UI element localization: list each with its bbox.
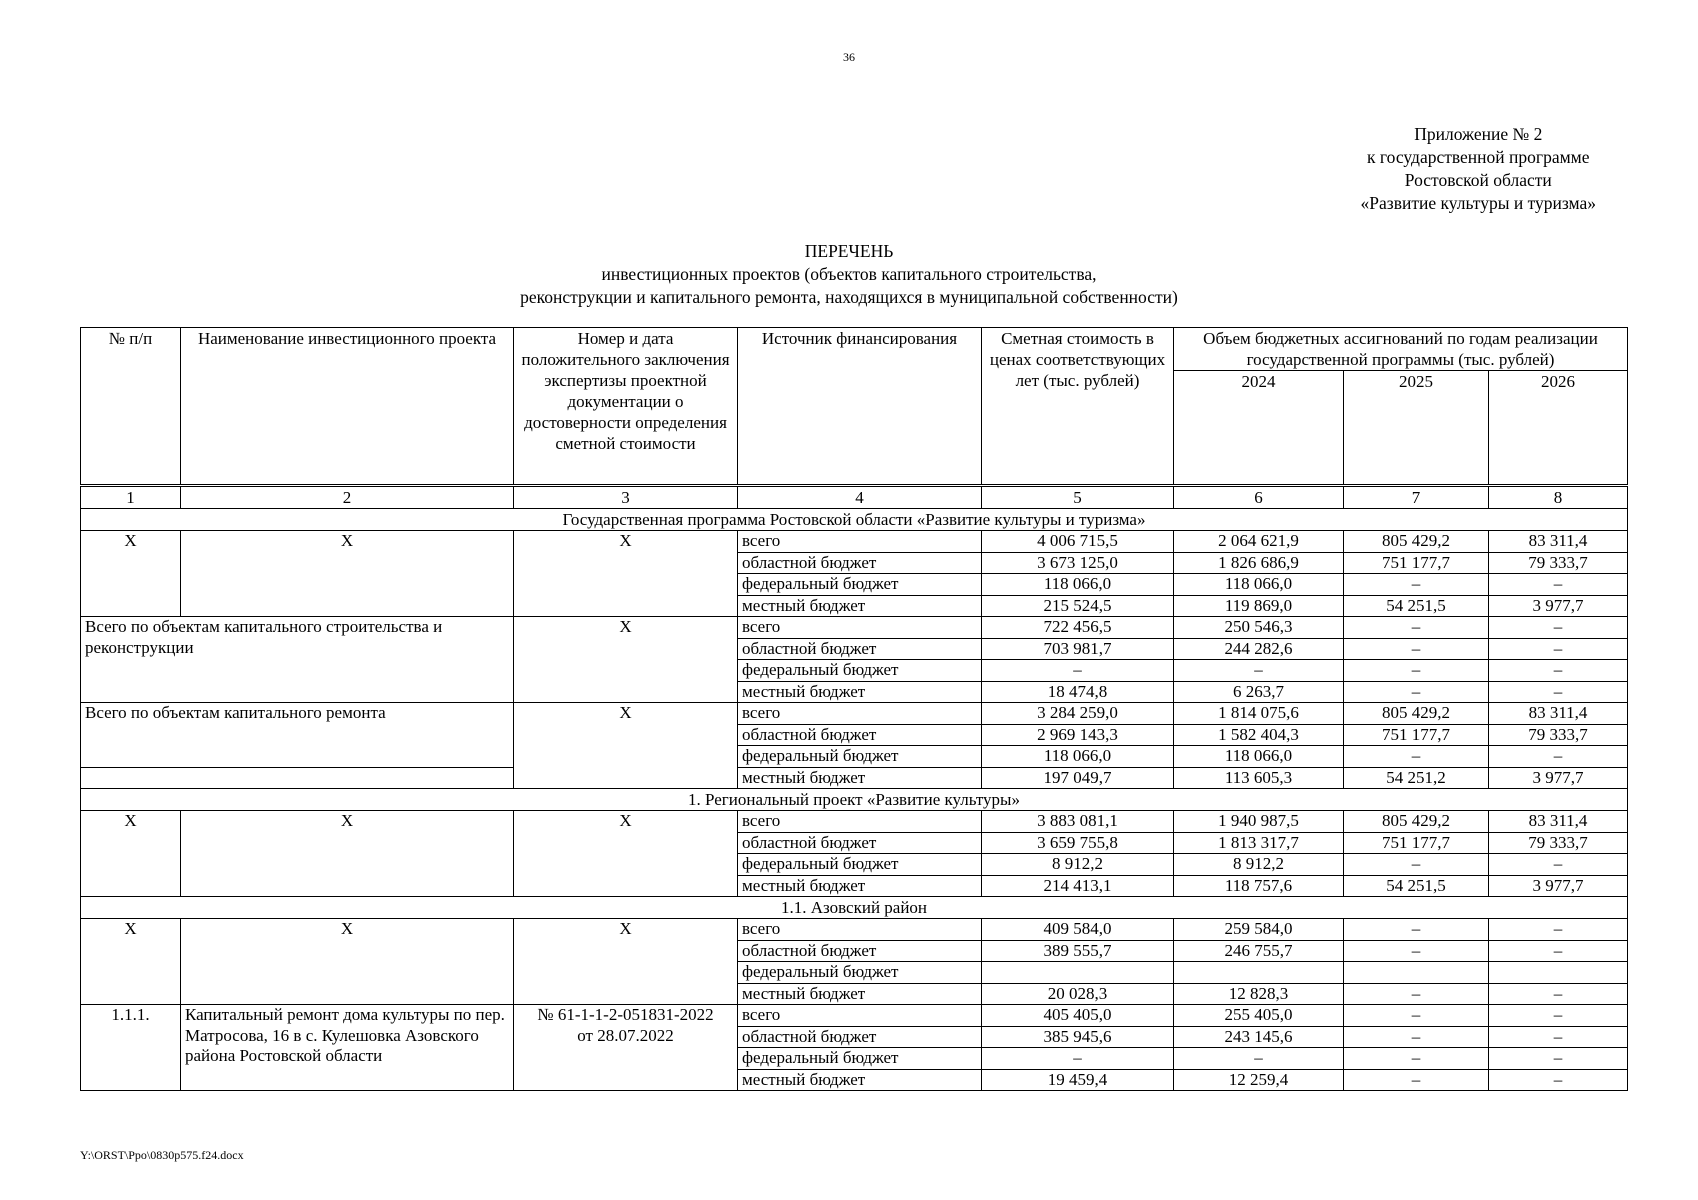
table-cell: 83 311,4 <box>1489 703 1628 725</box>
column-number-row <box>81 486 1628 509</box>
table-cell: 83 311,4 <box>1489 531 1628 553</box>
table-cell: – <box>1344 574 1489 596</box>
source-total: всего <box>738 617 982 639</box>
table-cell: 385 945,6 <box>982 1026 1174 1048</box>
table-cell: 19 459,4 <box>982 1069 1174 1091</box>
table-cell: 703 981,7 <box>982 638 1174 660</box>
table-cell: 2 064 621,9 <box>1174 531 1344 553</box>
source-local: местный бюджет <box>738 767 982 789</box>
column-number: 4 <box>738 486 982 509</box>
table-cell: – <box>982 660 1174 682</box>
table-cell: – <box>1489 854 1628 876</box>
table-cell: 259 584,0 <box>1174 919 1344 941</box>
table-cell: – <box>1174 1048 1344 1070</box>
table-cell: – <box>1489 746 1628 768</box>
program-expert-x: X <box>514 531 738 617</box>
table-cell: 215 524,5 <box>982 595 1174 617</box>
azov-name-x: X <box>181 919 514 1005</box>
table-cell: 54 251,2 <box>1344 767 1489 789</box>
table-cell: 83 311,4 <box>1489 811 1628 833</box>
table-cell: – <box>1489 1005 1628 1027</box>
column-number: 2 <box>181 486 514 509</box>
table-cell <box>1489 962 1628 984</box>
source-total: всего <box>738 703 982 725</box>
column-number: 8 <box>1489 486 1628 509</box>
table-cell: – <box>1489 1048 1628 1070</box>
table-cell: – <box>1344 638 1489 660</box>
source-total: всего <box>738 1005 982 1027</box>
table-cell: 118 066,0 <box>982 574 1174 596</box>
table-cell: – <box>1344 854 1489 876</box>
section-azov-district: 1.1. Азовский район <box>81 897 1628 919</box>
file-path-footer: Y:\ORST\Ppo\0830p575.f24.docx <box>80 1148 244 1162</box>
column-number: 1 <box>81 486 181 509</box>
table-cell: – <box>1344 919 1489 941</box>
source-federal: федеральный бюджет <box>738 574 982 596</box>
table-cell: – <box>1344 746 1489 768</box>
source-federal: федеральный бюджет <box>738 962 982 984</box>
table-cell: 118 757,6 <box>1174 875 1344 897</box>
header-estimated-cost: Сметная стоимость в ценах соответствующих лет (тыс. рублей) <box>982 328 1174 486</box>
table-cell: 722 456,5 <box>982 617 1174 639</box>
header-year-2024: 2024 <box>1174 371 1344 486</box>
header-year-2025: 2025 <box>1344 371 1489 486</box>
table-cell: – <box>1344 1048 1489 1070</box>
table-cell: 2 969 143,3 <box>982 724 1174 746</box>
azov-num-x: X <box>81 919 181 1005</box>
header-name: Наименование инвестиционного проекта <box>181 328 514 486</box>
header-year-2026: 2026 <box>1489 371 1628 486</box>
regional-num-x: X <box>81 811 181 897</box>
table-cell: – <box>1489 983 1628 1005</box>
title-line: инвестиционных проектов (объектов капитального строительства, <box>601 264 1097 284</box>
regional-expert-x: X <box>514 811 738 897</box>
column-number: 7 <box>1344 486 1489 509</box>
table-cell: 214 413,1 <box>982 875 1174 897</box>
table-cell: 1 940 987,5 <box>1174 811 1344 833</box>
empty-cell <box>81 767 514 789</box>
table-cell: 54 251,5 <box>1344 595 1489 617</box>
table-cell: 12 828,3 <box>1174 983 1344 1005</box>
table-cell: 20 028,3 <box>982 983 1174 1005</box>
title-line: реконструкции и капитального ремонта, находящихся в муниципальной собственности) <box>520 287 1178 307</box>
table-cell: 3 883 081,1 <box>982 811 1174 833</box>
source-local: местный бюджет <box>738 983 982 1005</box>
table-cell: – <box>1344 983 1489 1005</box>
table-cell: – <box>1489 940 1628 962</box>
appendix-line: Ростовской области <box>1404 170 1552 190</box>
table-cell <box>982 962 1174 984</box>
table-cell: – <box>1489 1026 1628 1048</box>
table-cell: 118 066,0 <box>1174 574 1344 596</box>
table-cell: 244 282,6 <box>1174 638 1344 660</box>
source-regional: областной бюджет <box>738 724 982 746</box>
table-cell: 1 582 404,3 <box>1174 724 1344 746</box>
appendix-note <box>1361 123 1596 215</box>
table-cell: 3 673 125,0 <box>982 552 1174 574</box>
table-cell: 751 177,7 <box>1344 832 1489 854</box>
table-cell: – <box>1489 574 1628 596</box>
table-cell: – <box>1489 617 1628 639</box>
source-local: местный бюджет <box>738 681 982 703</box>
table-cell: 1 814 075,6 <box>1174 703 1344 725</box>
source-regional: областной бюджет <box>738 552 982 574</box>
source-regional: областной бюджет <box>738 940 982 962</box>
table-cell: – <box>1174 660 1344 682</box>
table-cell: – <box>1344 660 1489 682</box>
item-expertise <box>514 1005 738 1091</box>
table-cell: 405 405,0 <box>982 1005 1174 1027</box>
source-local: местный бюджет <box>738 875 982 897</box>
header-num: № п/п <box>81 328 181 486</box>
title-heading: ПЕРЕЧЕНЬ <box>804 241 894 261</box>
table-cell: 8 912,2 <box>1174 854 1344 876</box>
column-number: 6 <box>1174 486 1344 509</box>
table-cell: – <box>1344 940 1489 962</box>
program-name-x: X <box>181 531 514 617</box>
table-cell: 54 251,5 <box>1344 875 1489 897</box>
table-cell: 119 869,0 <box>1174 595 1344 617</box>
source-regional: областной бюджет <box>738 1026 982 1048</box>
table-cell: 409 584,0 <box>982 919 1174 941</box>
azov-expert-x: X <box>514 919 738 1005</box>
expertise-date: от 28.07.2022 <box>577 1025 674 1045</box>
table-cell: 118 066,0 <box>1174 746 1344 768</box>
source-total: всего <box>738 919 982 941</box>
table-cell: 113 605,3 <box>1174 767 1344 789</box>
table-cell: 18 474,8 <box>982 681 1174 703</box>
table-cell: 3 977,7 <box>1489 595 1628 617</box>
appendix-line: Приложение № 2 <box>1414 124 1543 144</box>
table-cell: 1 813 317,7 <box>1174 832 1344 854</box>
table-cell: 805 429,2 <box>1344 531 1489 553</box>
item-number: 1.1.1. <box>81 1005 181 1091</box>
source-local: местный бюджет <box>738 595 982 617</box>
item-name: Капитальный ремонт дома культуры по пер. Матросова, 16 в с. Кулешовка Азовского района Ростовской области <box>181 1005 514 1091</box>
construction-expert-x: X <box>514 617 738 703</box>
source-total: всего <box>738 531 982 553</box>
table-cell: 246 755,7 <box>1174 940 1344 962</box>
table-cell: 79 333,7 <box>1489 724 1628 746</box>
table-cell: – <box>1344 681 1489 703</box>
table-cell: – <box>1489 638 1628 660</box>
table-cell <box>1344 962 1489 984</box>
table-cell: 255 405,0 <box>1174 1005 1344 1027</box>
section-program: Государственная программа Ростовской области «Развитие культуры и туризма» <box>81 509 1628 531</box>
header-expertise: Номер и дата положительного заключения экспертизы проектной документации о достоверности определения сметной стоимости <box>514 328 738 486</box>
repair-expert-x: X <box>514 703 738 789</box>
table-cell: – <box>1344 1069 1489 1091</box>
table-cell: – <box>1489 681 1628 703</box>
table-cell: – <box>1489 660 1628 682</box>
table-cell: 751 177,7 <box>1344 552 1489 574</box>
table-cell: 250 546,3 <box>1174 617 1344 639</box>
table-cell: 805 429,2 <box>1344 811 1489 833</box>
table-cell: – <box>1344 1026 1489 1048</box>
table-cell: 4 006 715,5 <box>982 531 1174 553</box>
program-num-x: X <box>81 531 181 617</box>
source-federal: федеральный бюджет <box>738 746 982 768</box>
table-cell: – <box>1489 1069 1628 1091</box>
construction-label: Всего по объектам капитального строительства и реконструкции <box>81 617 514 703</box>
table-cell: 79 333,7 <box>1489 552 1628 574</box>
page-number: 36 <box>843 50 855 64</box>
section-regional-project: 1. Региональный проект «Развитие культуры» <box>81 789 1628 811</box>
column-number: 5 <box>982 486 1174 509</box>
table-cell: 8 912,2 <box>982 854 1174 876</box>
table-cell: – <box>1489 919 1628 941</box>
table-cell: 389 555,7 <box>982 940 1174 962</box>
table-cell: 751 177,7 <box>1344 724 1489 746</box>
regional-name-x: X <box>181 811 514 897</box>
source-local: местный бюджет <box>738 1069 982 1091</box>
source-federal: федеральный бюджет <box>738 854 982 876</box>
header-budget-allocations: Объем бюджетных ассигнований по годам реализации государственной программы (тыс. рублей) <box>1174 328 1628 371</box>
table-cell <box>1174 962 1344 984</box>
table-cell: 243 145,6 <box>1174 1026 1344 1048</box>
repair-label: Всего по объектам капитального ремонта <box>81 703 514 768</box>
table-cell: 3 977,7 <box>1489 875 1628 897</box>
table-cell: 79 333,7 <box>1489 832 1628 854</box>
expertise-number: № 61-1-1-2-051831-2022 <box>537 1005 714 1024</box>
document-title <box>0 240 1698 309</box>
appendix-line: к государственной программе <box>1367 147 1590 167</box>
header-source: Источник финансирования <box>738 328 982 486</box>
table-cell: – <box>982 1048 1174 1070</box>
source-total: всего <box>738 811 982 833</box>
appendix-line: «Развитие культуры и туризма» <box>1360 193 1596 213</box>
source-federal: федеральный бюджет <box>738 660 982 682</box>
table-cell: 805 429,2 <box>1344 703 1489 725</box>
investment-projects-table <box>80 327 1628 1091</box>
table-cell: 118 066,0 <box>982 746 1174 768</box>
table-cell: – <box>1344 617 1489 639</box>
table-cell: 3 659 755,8 <box>982 832 1174 854</box>
source-regional: областной бюджет <box>738 832 982 854</box>
table-cell: – <box>1344 1005 1489 1027</box>
source-federal: федеральный бюджет <box>738 1048 982 1070</box>
table-cell: 6 263,7 <box>1174 681 1344 703</box>
table-cell: 3 977,7 <box>1489 767 1628 789</box>
table-cell: 12 259,4 <box>1174 1069 1344 1091</box>
table-cell: 1 826 686,9 <box>1174 552 1344 574</box>
source-regional: областной бюджет <box>738 638 982 660</box>
table-cell: 197 049,7 <box>982 767 1174 789</box>
table-cell: 3 284 259,0 <box>982 703 1174 725</box>
column-number: 3 <box>514 486 738 509</box>
